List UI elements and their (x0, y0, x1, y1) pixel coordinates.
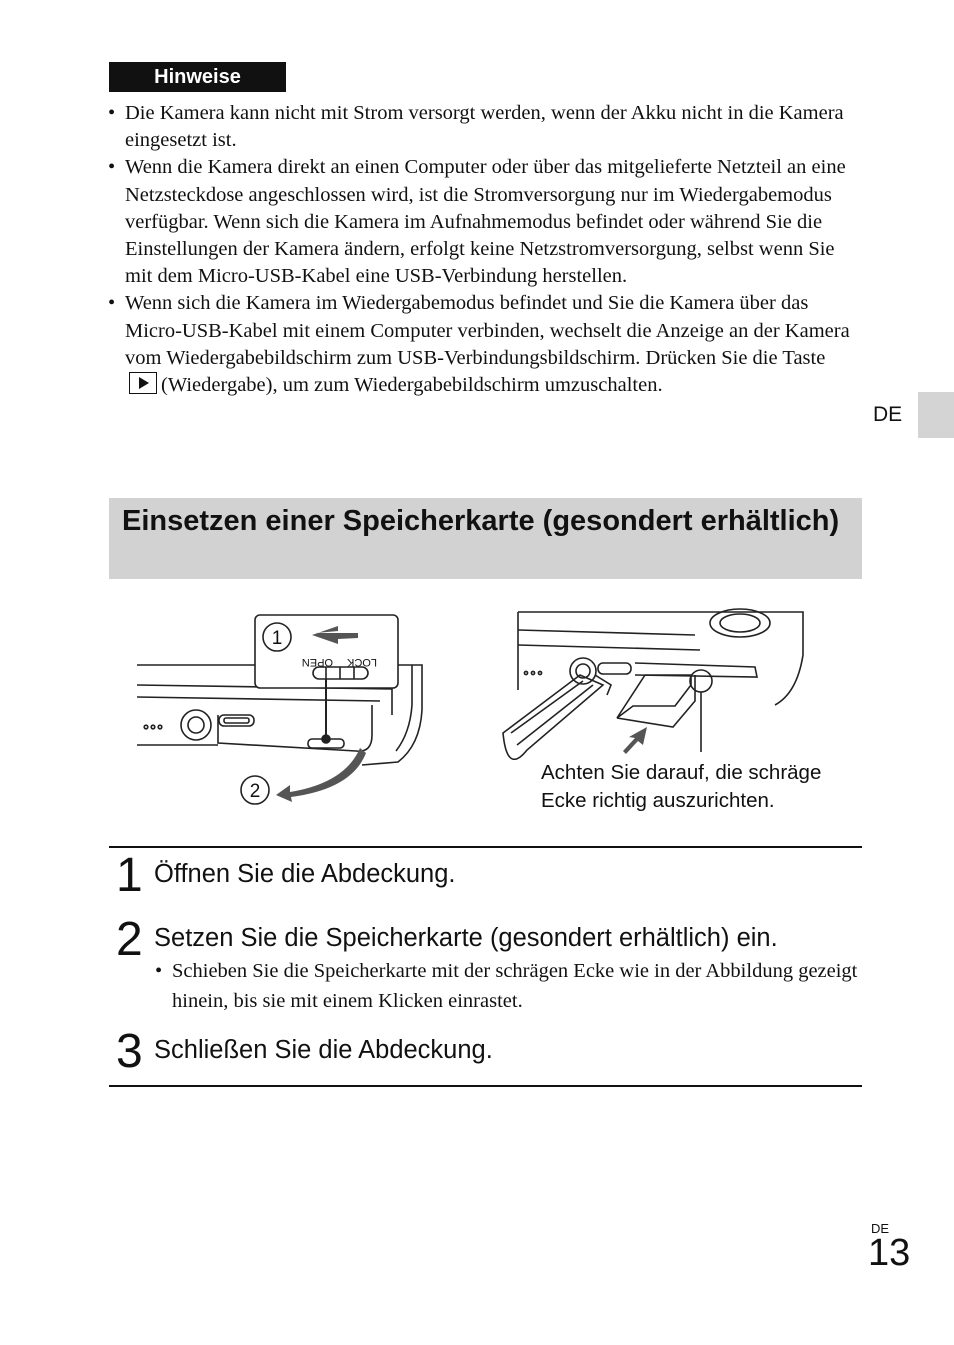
playback-button-icon (129, 372, 157, 394)
callout-number-1: 1 (271, 628, 283, 649)
page-number: 13 (868, 1232, 911, 1274)
notes-heading: Hinweise (109, 62, 286, 92)
note-item-text-start: Wenn sich die Kamera im Wiedergabemodus befindet und Sie die Kamera über das Micro-USB-Kabel mit einem Computer verbinden, wechselt die Anzeige an der Kamera vom Wiedergabebildschirm zum USB-Verbindungsbildschirm. Drücken Sie die Taste (125, 292, 850, 369)
note-item: • Die Kamera kann nicht mit Strom versorgt werden, wenn der Akku nicht in die Kamera eingesetzt ist. (108, 100, 853, 154)
insert-card-illustration (495, 605, 815, 760)
note-item: • Wenn die Kamera direkt an einen Computer oder über das mitgelieferte Netzteil an eine Netzsteckdose angeschlossen wird, ist die Stromversorgung nur im Wiedergabemodus verfügbar. Wenn sich die Kamera im Aufnahmemodus befindet oder während Sie die Einstellungen der Kamera ändern, erfolgt keine Netzstromversorgung, selbst wenn Sie mit dem Micro-USB-Kabel eine USB-Verbindung herstellen. (108, 154, 853, 290)
step-text: Schließen Sie die Abdeckung. (154, 1036, 493, 1064)
step-subnote: • Schieben Sie die Speicherkarte mit der schrägen Ecke wie in der Abbildung gezeigt hinein, bis sie mit einem Klicken einrastet. (155, 956, 872, 1016)
open-cover-illustration (130, 605, 430, 810)
step-number: 3 (116, 1025, 143, 1078)
open-label: OPEN (301, 656, 333, 668)
language-tab-label: DE (873, 403, 903, 426)
steps-bottom-rule (109, 1085, 862, 1087)
step-text: Setzen Sie die Speicherkarte (gesondert erhältlich) ein. (154, 924, 778, 952)
step-number: 1 (116, 849, 143, 902)
note-item (108, 290, 853, 399)
lock-label: LOCK (347, 656, 377, 668)
language-tab-marker (918, 392, 954, 438)
note-item-text-end: (Wiedergabe), um zum Wiedergabebildschirm umzuschalten. (161, 374, 663, 397)
notes-list (108, 100, 853, 399)
section-title: Einsetzen einer Speicherkarte (gesondert erhältlich) (122, 505, 840, 537)
steps-top-rule (109, 846, 862, 848)
figure-caption: Achten Sie darauf, die schräge Ecke richtig auszurichten. (541, 761, 822, 812)
step-text: Öffnen Sie die Abdeckung. (154, 860, 456, 888)
callout-number-2: 2 (249, 781, 261, 802)
footer-language: DE (871, 1221, 890, 1236)
step-number: 2 (116, 913, 143, 966)
